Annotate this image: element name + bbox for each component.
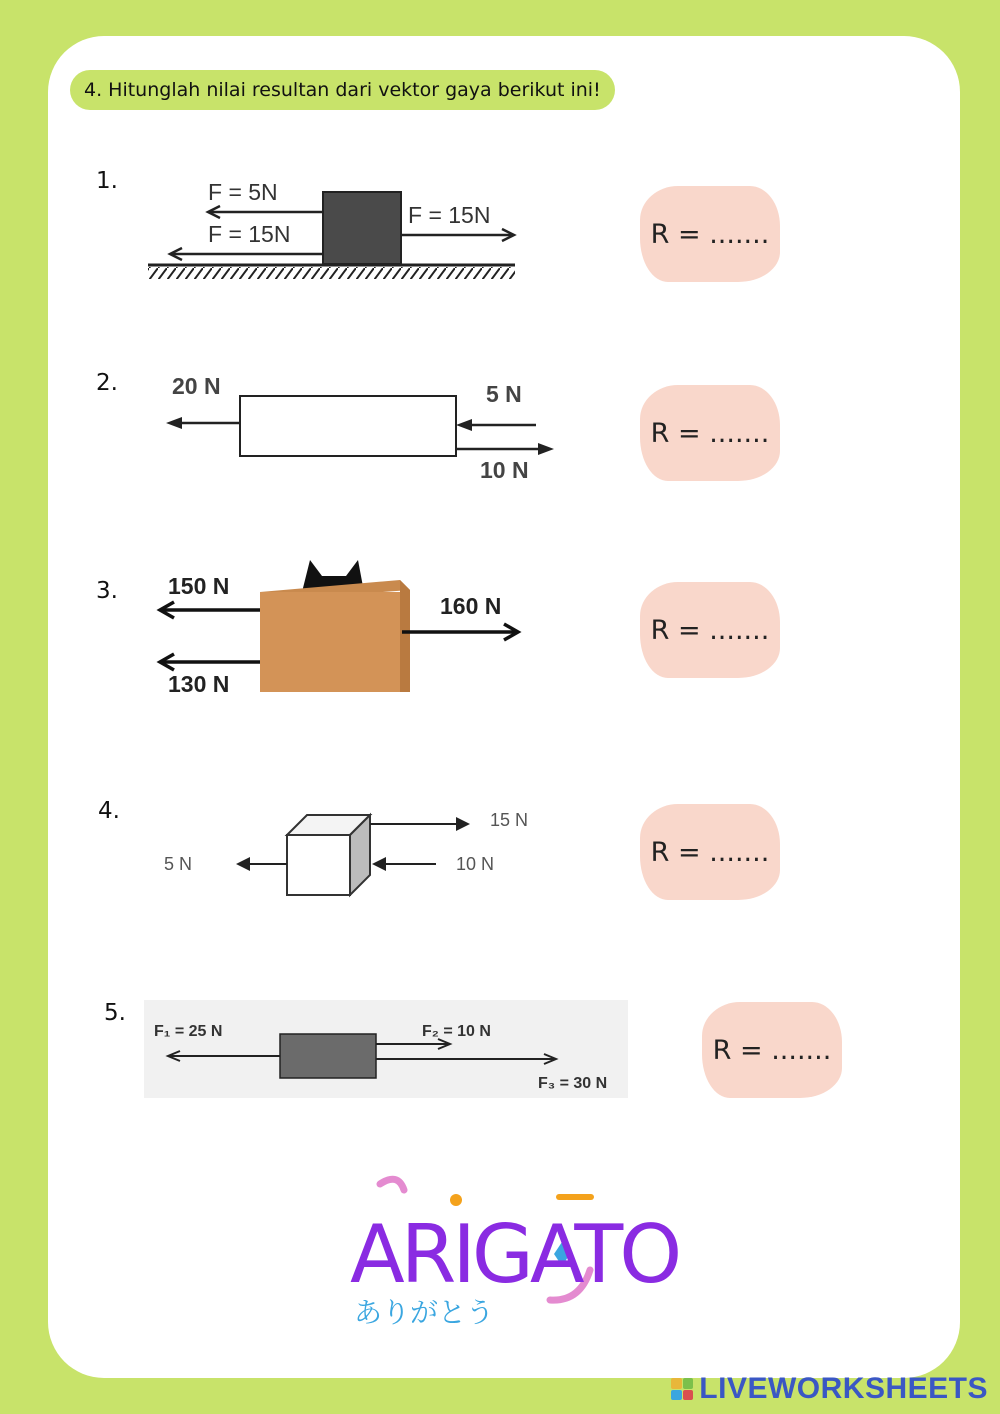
brand-text: LIVEWORKSHEETS	[699, 1372, 988, 1405]
answer-box-5[interactable]: R = .......	[702, 1002, 842, 1098]
answer-box-3[interactable]: R = .......	[640, 582, 780, 678]
label-left: 5 N	[164, 854, 193, 874]
label-left-top: F = 5N	[208, 179, 278, 205]
label-right-top: 15 N	[490, 810, 529, 830]
label-left-bottom: F = 15N	[208, 221, 291, 247]
problem-number-3: 3.	[96, 578, 118, 604]
label-f1: F₁ = 25 N	[154, 1023, 223, 1040]
problem-number-4: 4.	[98, 798, 120, 824]
answer-box-2[interactable]: R = .......	[640, 385, 780, 481]
label-f2: F₂ = 10 N	[422, 1023, 491, 1040]
problem-number-1: 1.	[96, 168, 118, 194]
diagram-1	[140, 172, 530, 287]
cube-front	[287, 835, 350, 895]
diagram-5	[144, 1000, 628, 1098]
instruction-text: 4. Hitunglah nilai resultan dari vektor gaya berikut ini!	[84, 79, 601, 101]
label-left-top: 150 N	[168, 573, 230, 599]
logo-text: ARIGATO	[350, 1208, 679, 1301]
label-left-bottom: 130 N	[168, 671, 230, 697]
label-right-bottom: 10 N	[480, 457, 529, 483]
box-side	[400, 580, 410, 692]
label-right: 160 N	[440, 593, 502, 619]
block	[323, 192, 401, 264]
liveworksheets-icon	[671, 1378, 693, 1400]
arigato-logo	[340, 1170, 679, 1340]
answer-box-1[interactable]: R = .......	[640, 186, 780, 282]
box	[260, 592, 400, 692]
label-right-bottom: 10 N	[456, 854, 495, 874]
diagram-3	[150, 556, 530, 701]
diagram-2	[150, 370, 570, 490]
logo-kana: ありがとう	[354, 1296, 495, 1329]
block	[280, 1034, 376, 1078]
problem-number-5: 5.	[104, 1000, 126, 1026]
diagram-4	[150, 800, 550, 900]
answer-box-4[interactable]: R = .......	[640, 804, 780, 900]
liveworksheets-brand[interactable]	[671, 1372, 988, 1406]
label-f3: F₃ = 30 N	[538, 1075, 608, 1092]
label-left: 20 N	[172, 373, 221, 399]
label-right: F = 15N	[408, 202, 491, 228]
problem-number-2: 2.	[96, 370, 118, 396]
ground-hatch	[148, 267, 515, 279]
block	[240, 396, 456, 456]
instruction-banner	[70, 70, 615, 110]
label-right-top: 5 N	[486, 381, 522, 407]
